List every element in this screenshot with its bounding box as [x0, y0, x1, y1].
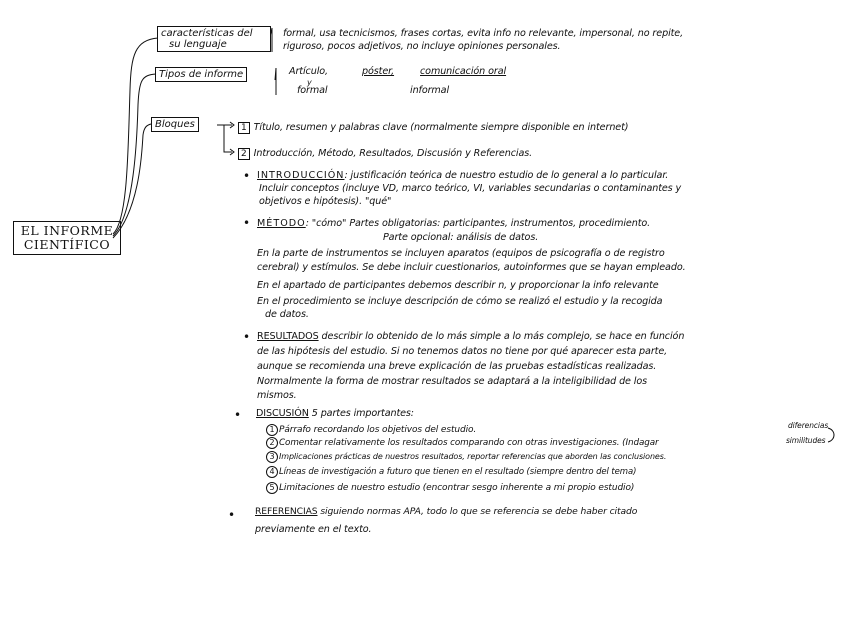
referencias-head: REFERENCIAS [255, 506, 318, 517]
metodo-head: MÉTODO [257, 218, 306, 229]
discusion-item-3 [266, 451, 666, 463]
tipos-poster: póster, [362, 66, 395, 77]
introduccion-line-2: Incluir conceptos (incluye VD, marco teórico, VI, variables secundarias o contaminantes y [259, 183, 682, 194]
bullet-icon: • [243, 330, 251, 344]
tipos-informal: informal [410, 85, 450, 96]
bloque-1-text: Título, resumen y palabras clave (normalmente siempre disponible en internet) [253, 122, 629, 133]
introduccion-head: INTRODUCCIÓN [257, 170, 345, 181]
referencias-line-2: previamente en el texto. [255, 524, 372, 535]
metodo-line-6: En el procedimiento se incluye descripción de cómo se realizó el estudio y la recogida [257, 296, 663, 307]
bloque-1-number: 1 [238, 122, 250, 134]
bloque-2-text: Introducción, Método, Resultados, Discusión y Referencias. [253, 148, 533, 159]
tipos-box [155, 67, 247, 82]
discusion-item-number: 1 [266, 424, 278, 436]
discusion-item-text: Líneas de investigación a futuro que tienen en el resultado (siempre dentro del tema) [279, 467, 637, 477]
metodo-text-1: : "cómo" Partes obligatorias: participantes, instrumentos, procedimiento. [305, 218, 651, 229]
tipos-formal: formal [297, 85, 328, 96]
metodo-line-3: En la parte de instrumentos se incluyen aparatos (equipos de psicografía o de registro [257, 248, 665, 259]
bullet-icon: • [234, 408, 242, 422]
discusion-head: DISCUSIÓN [256, 408, 309, 419]
introduccion-line-1 [257, 170, 668, 181]
resultados-line-4: Normalmente la forma de mostrar resultados se adaptará a la inteligibilidad de los [257, 376, 648, 387]
resultados-line-1 [257, 331, 684, 342]
bullet-icon: • [243, 169, 251, 183]
referencias-text-1: siguiendo normas APA, todo lo que se referencia se debe haber citado [320, 506, 638, 517]
discusion-item-5 [266, 482, 634, 494]
metodo-line-7: de datos. [265, 309, 309, 320]
bloque-1 [238, 122, 628, 134]
discusion-item-number: 5 [266, 482, 278, 494]
caracteristicas-label: características del [161, 28, 253, 39]
resultados-head: RESULTADOS [257, 331, 319, 342]
discusion-item-text: Limitaciones de nuestro estudio (encontrar sesgo inherente a mi propio estudio) [279, 483, 635, 493]
discusion-item-text: Párrafo recordando los objetivos del estudio. [279, 425, 477, 435]
resultados-line-2: de las hipótesis del estudio. Si no tenemos datos no tiene por qué aparecer esta parte, [257, 346, 668, 357]
caracteristicas-label-2: su lenguaje [169, 39, 227, 50]
bullet-icon: • [228, 508, 236, 522]
introduccion-line-3: objetivos e hipótesis). "qué" [259, 196, 392, 207]
caracteristicas-text-2: riguroso, pocos adjetivos, no incluye opiniones personales. [283, 41, 561, 52]
discusion-item-2 [266, 437, 659, 449]
bloques-label: Bloques [155, 119, 195, 130]
bullet-icon: • [243, 216, 251, 230]
discusion-line-head [256, 408, 414, 419]
referencias-line-1 [255, 506, 637, 517]
tipos-y: y [307, 78, 312, 87]
resultados-line-3: aunque se recomienda una breve explicación de las pruebas estadísticas realizadas. [257, 361, 657, 372]
tipos-label: Tipos de informe [159, 69, 244, 80]
caracteristicas-box [157, 26, 271, 52]
discusion-item-number: 3 [266, 451, 278, 463]
discusion-item-text: Implicaciones prácticas de nuestros resultados, reportar referencias que aborden las conclusiones. [279, 452, 667, 461]
metodo-line-5: En el apartado de participantes debemos describir n, y proporcionar la info relevante [257, 280, 659, 291]
discusion-intro: 5 partes importantes: [311, 408, 414, 419]
discusion-item-number: 2 [266, 437, 278, 449]
tipos-articulo: Artículo, [289, 66, 328, 77]
resultados-text-1: describir lo obtenido de lo más simple a lo más complejo, se hace en función [321, 331, 685, 342]
metodo-line-2: Parte opcional: análisis de datos. [383, 232, 539, 243]
resultados-line-5: mismos. [257, 390, 297, 401]
page-title: EL INFORME CIENTÍFICO [13, 221, 121, 255]
bloques-box [151, 117, 199, 132]
metodo-line-1 [257, 218, 650, 229]
discusion-item-1 [266, 424, 476, 436]
discusion-item-number: 4 [266, 466, 278, 478]
bloque-2 [238, 148, 532, 160]
discusion-side-1: diferencias [788, 421, 829, 430]
tipos-comunicacion: comunicación oral [420, 66, 507, 77]
caracteristicas-text-1: formal, usa tecnicismos, frases cortas, evita info no relevante, impersonal, no repite, [283, 28, 684, 39]
discusion-item-text: Comentar relativamente los resultados comparando con otras investigaciones. (Indagar [279, 438, 659, 448]
metodo-line-4: cerebral) y estímulos. Se debe incluir cuestionarios, autoinformes que se hayan empleado. [257, 262, 686, 273]
discusion-side-2: similitudes [786, 436, 826, 445]
discusion-item-4 [266, 466, 636, 478]
introduccion-text-1: : justificación teórica de nuestro estudio de lo general a lo particular. [344, 170, 669, 181]
bloque-2-number: 2 [238, 148, 250, 160]
